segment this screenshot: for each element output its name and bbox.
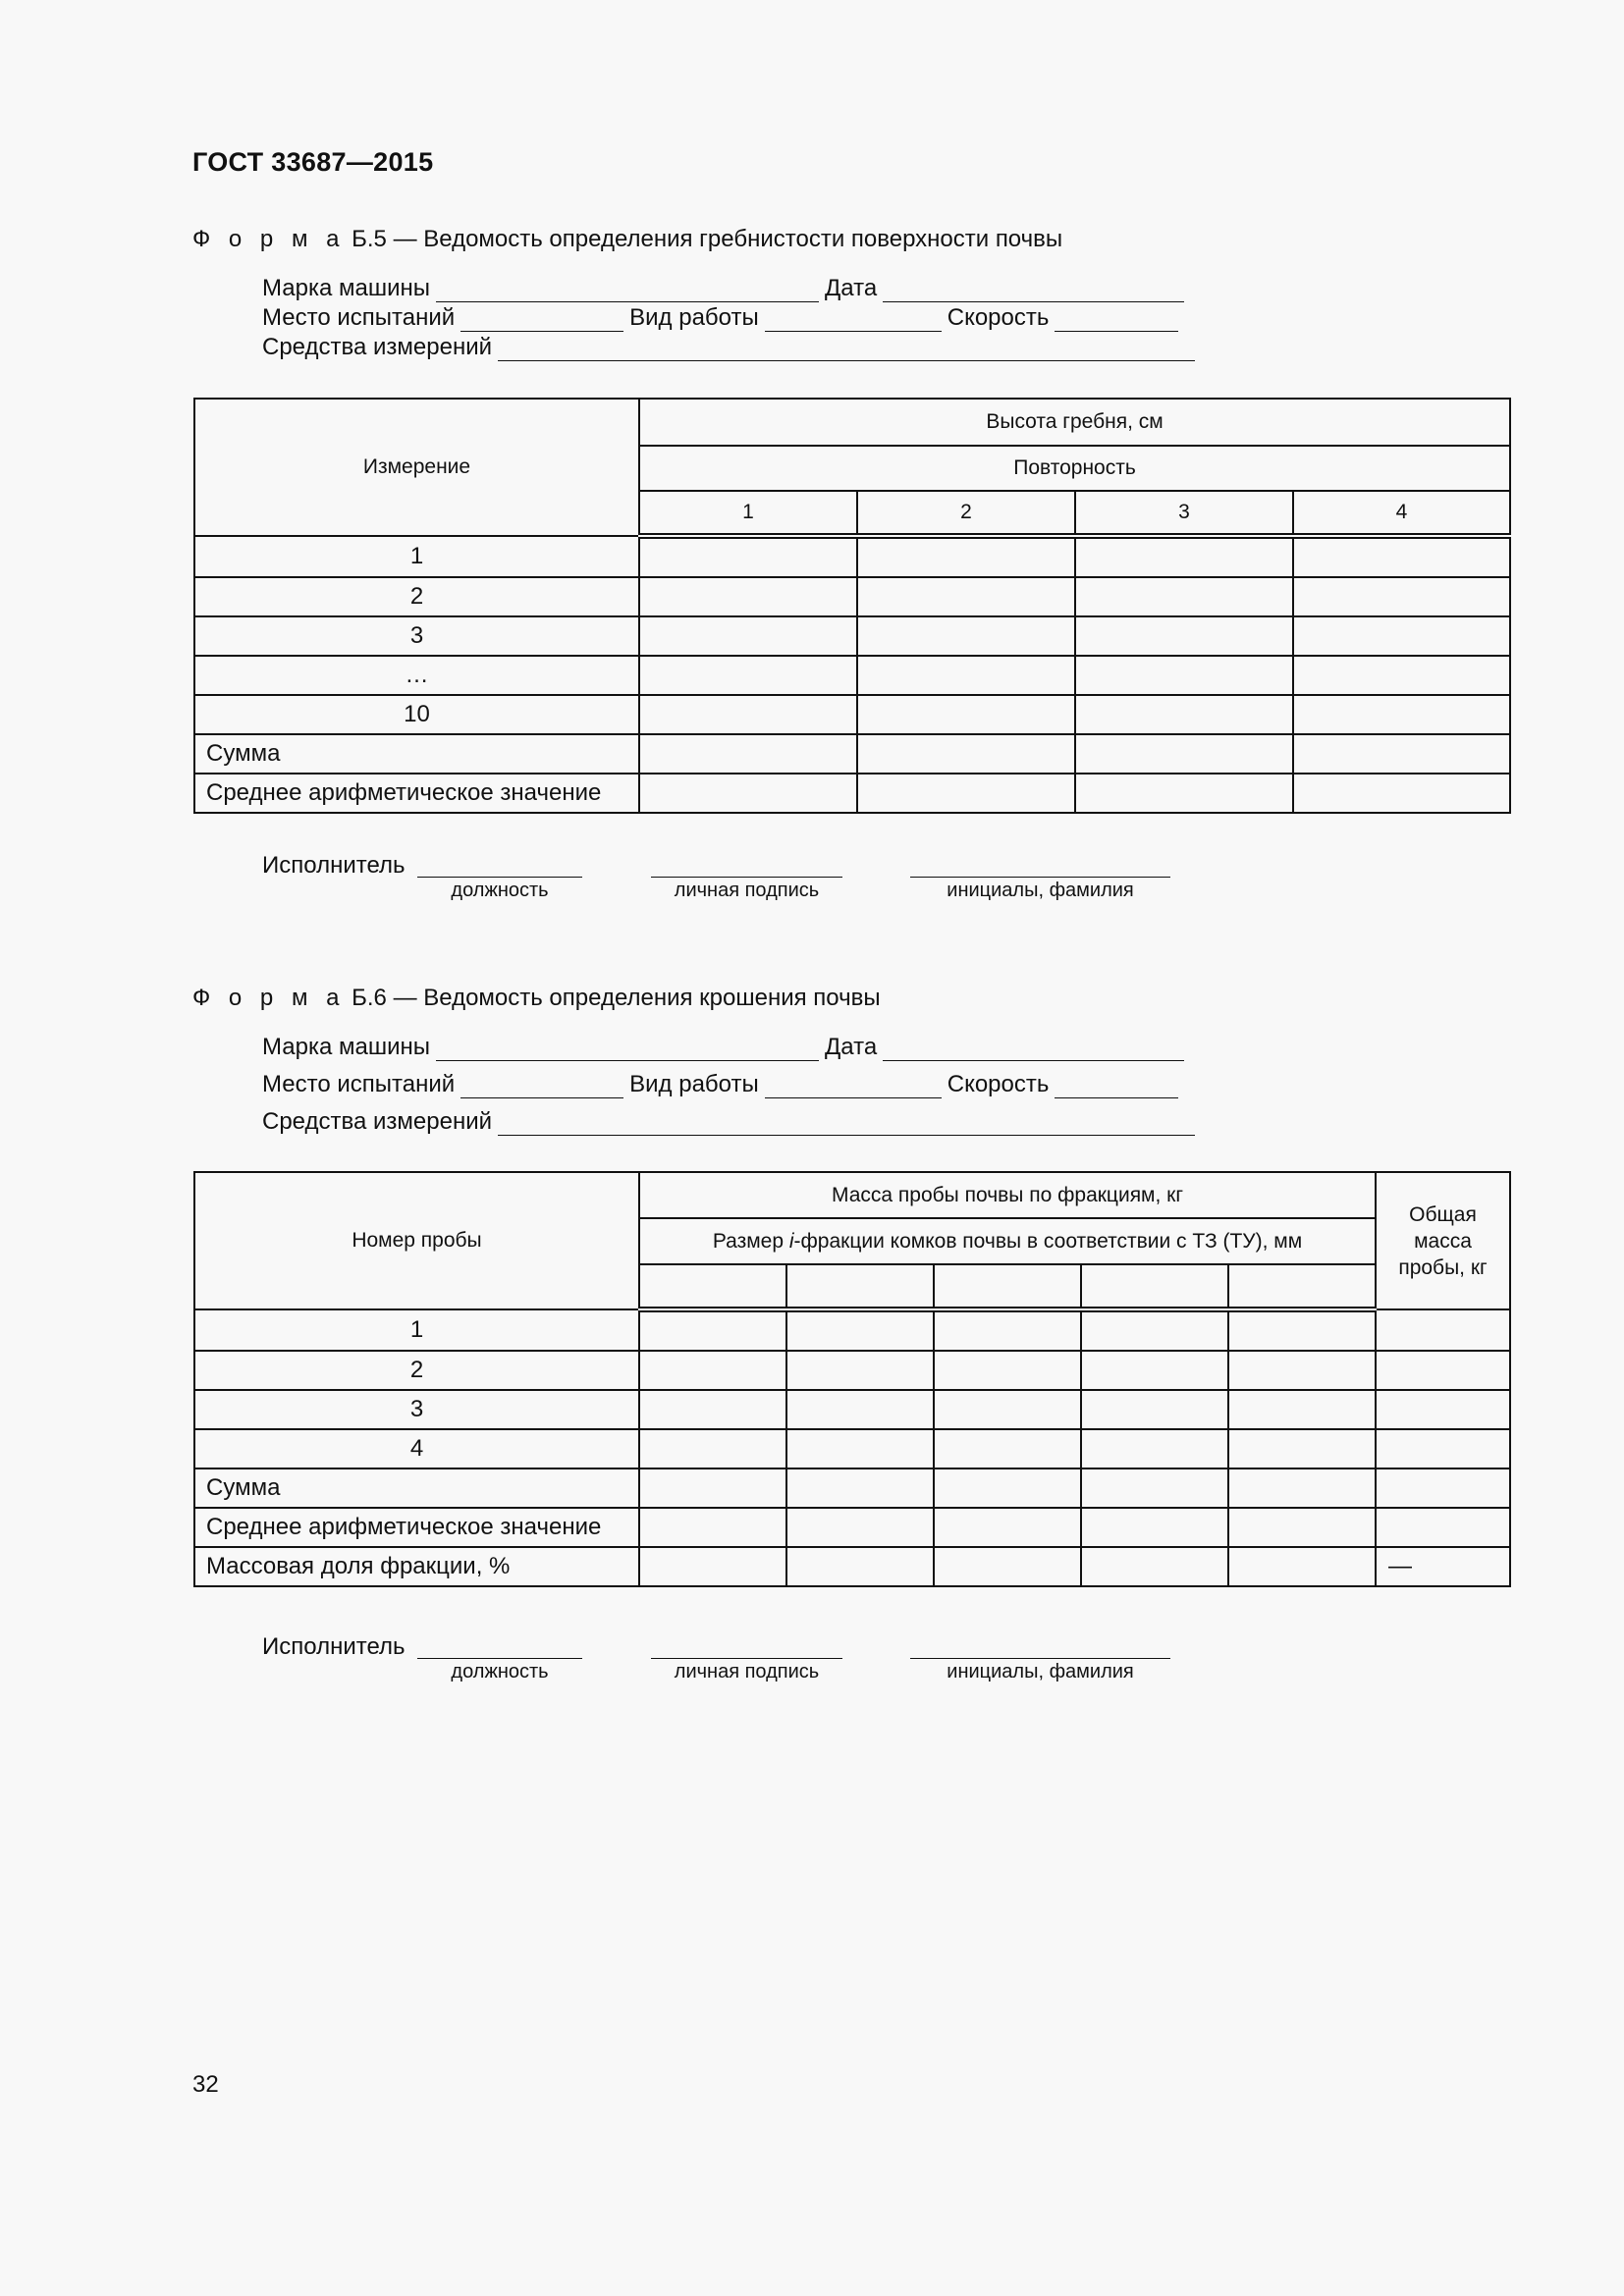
machine-brand-label: Марка машины <box>262 1034 431 1060</box>
value-cell[interactable] <box>857 577 1075 616</box>
speed-field[interactable] <box>1055 1076 1178 1098</box>
form-b5-line-machine <box>262 275 1205 302</box>
value-cell[interactable] <box>639 1468 786 1508</box>
form-b6-title-prefix: Ф о р м а <box>192 985 346 1011</box>
total-mass-header-line1: Общая <box>1409 1202 1477 1226</box>
sum-label: Сумма <box>194 734 639 774</box>
value-cell[interactable] <box>1228 1468 1376 1508</box>
date-label: Дата <box>825 1034 878 1060</box>
measuring-means-label: Средства измерений <box>262 1108 493 1135</box>
total-cell[interactable] <box>1376 1390 1510 1429</box>
initials-surname-caption: инициалы, фамилия <box>947 880 1134 901</box>
value-cell[interactable] <box>934 1468 1081 1508</box>
value-cell[interactable] <box>934 1309 1081 1351</box>
value-cell[interactable] <box>1228 1351 1376 1390</box>
value-cell[interactable] <box>1081 1390 1228 1429</box>
repetition-2-header: 2 <box>857 491 1075 536</box>
machine-brand-label: Марка машины <box>262 275 431 301</box>
value-cell[interactable] <box>639 536 857 577</box>
value-cell[interactable] <box>1228 1547 1376 1586</box>
test-place-label: Место испытаний <box>262 1071 456 1097</box>
date-label: Дата <box>825 275 878 301</box>
repetition-3-header: 3 <box>1075 491 1293 536</box>
table-row <box>194 695 1510 734</box>
value-cell[interactable] <box>1293 536 1510 577</box>
value-cell[interactable] <box>639 1547 786 1586</box>
value-cell[interactable] <box>1293 774 1510 813</box>
fraction-size-text-post: -фракции комков почвы в соответствии с ТЗ (ТУ), мм <box>793 1229 1303 1253</box>
fraction-index-italic: i <box>788 1229 794 1253</box>
table-row <box>194 616 1510 656</box>
total-mass-header <box>1376 1172 1510 1309</box>
test-place-field[interactable] <box>460 309 623 332</box>
form-b6-title <box>192 985 881 1012</box>
value-cell[interactable] <box>639 1309 786 1351</box>
value-cell[interactable] <box>639 616 857 656</box>
form-b6-line-place <box>262 1071 1205 1098</box>
value-cell[interactable] <box>639 1390 786 1429</box>
value-cell[interactable] <box>1075 656 1293 695</box>
fraction-size-cell[interactable] <box>1228 1264 1376 1309</box>
position-caption: должность <box>451 1661 549 1682</box>
table-row <box>194 1351 1510 1390</box>
value-cell[interactable] <box>1075 536 1293 577</box>
page-number: 32 <box>192 2071 219 2098</box>
table-row <box>194 577 1510 616</box>
executor-label: Исполнитель <box>262 1633 406 1660</box>
mean-row <box>194 774 1510 813</box>
fraction-size-text-pre: Размер <box>712 1229 789 1253</box>
value-cell[interactable] <box>857 656 1075 695</box>
value-cell[interactable] <box>639 734 857 774</box>
value-cell[interactable] <box>786 1508 934 1547</box>
form-b6-title-text: Б.6 — Ведомость определения крошения почвы <box>345 985 881 1011</box>
value-cell[interactable] <box>934 1547 1081 1586</box>
value-cell[interactable] <box>786 1429 934 1468</box>
personal-signature-slot[interactable] <box>651 1658 842 1682</box>
measuring-means-label: Средства измерений <box>262 334 493 360</box>
value-cell[interactable] <box>1293 656 1510 695</box>
form-b5-title <box>192 226 1062 253</box>
value-cell[interactable] <box>1081 1309 1228 1351</box>
value-cell[interactable] <box>857 774 1075 813</box>
total-cell[interactable] <box>1376 1508 1510 1547</box>
personal-signature-caption: личная подпись <box>674 880 820 901</box>
fraction-size-cell[interactable] <box>786 1264 934 1309</box>
repetition-1-header: 1 <box>639 491 857 536</box>
value-cell[interactable] <box>639 1508 786 1547</box>
value-cell[interactable] <box>786 1547 934 1586</box>
value-cell[interactable] <box>1081 1351 1228 1390</box>
fraction-size-cell[interactable] <box>1081 1264 1228 1309</box>
machine-brand-field[interactable] <box>436 280 819 302</box>
value-cell[interactable] <box>639 1429 786 1468</box>
value-cell[interactable] <box>934 1429 1081 1468</box>
value-cell[interactable] <box>639 774 857 813</box>
initials-surname-caption: инициалы, фамилия <box>947 1661 1134 1682</box>
sum-row <box>194 1468 1510 1508</box>
total-mass-header-line3: пробы, кг <box>1398 1255 1488 1279</box>
form-b5-line-means <box>262 334 1205 361</box>
row-label: 10 <box>194 695 639 734</box>
value-cell[interactable] <box>1081 1429 1228 1468</box>
value-cell[interactable] <box>934 1390 1081 1429</box>
work-type-label: Вид работы <box>629 304 759 331</box>
table-row <box>194 1390 1510 1429</box>
value-cell[interactable] <box>1293 734 1510 774</box>
value-cell[interactable] <box>1075 774 1293 813</box>
value-cell[interactable] <box>1075 616 1293 656</box>
sample-mass-header: Масса пробы почвы по фракциям, кг <box>639 1172 1376 1218</box>
form-b5-title-text: Б.5 — Ведомость определения гребнистости поверхности почвы <box>345 226 1063 252</box>
value-cell[interactable] <box>1075 734 1293 774</box>
row-label: 4 <box>194 1429 639 1468</box>
initials-surname-slot[interactable] <box>910 877 1170 901</box>
repetition-header: Повторность <box>639 446 1510 491</box>
work-type-field[interactable] <box>765 309 942 332</box>
mean-row <box>194 1508 1510 1547</box>
form-b6-line-means <box>262 1108 1205 1136</box>
personal-signature-caption: личная подпись <box>674 1661 820 1682</box>
fraction-size-cell[interactable] <box>639 1264 786 1309</box>
personal-signature-slot[interactable] <box>651 877 842 901</box>
form-b5-line-place <box>262 304 1205 332</box>
value-cell[interactable] <box>786 1468 934 1508</box>
work-type-field[interactable] <box>765 1076 942 1098</box>
executor-label: Исполнитель <box>262 852 406 879</box>
value-cell[interactable] <box>786 1351 934 1390</box>
value-cell[interactable] <box>1081 1468 1228 1508</box>
value-cell[interactable] <box>639 695 857 734</box>
position-slot[interactable] <box>417 1658 582 1682</box>
initials-surname-slot[interactable] <box>910 1658 1170 1682</box>
row-label: 1 <box>194 536 639 577</box>
value-cell[interactable] <box>857 616 1075 656</box>
value-cell[interactable] <box>639 577 857 616</box>
row-label: 2 <box>194 577 639 616</box>
document-code: ГОСТ 33687—2015 <box>192 147 434 177</box>
ridge-height-header: Высота гребня, см <box>639 399 1510 446</box>
row-label: 3 <box>194 616 639 656</box>
total-cell[interactable] <box>1376 1429 1510 1468</box>
form-b5-table <box>193 398 1511 814</box>
work-type-label: Вид работы <box>629 1071 759 1097</box>
value-cell[interactable] <box>1081 1508 1228 1547</box>
table-row <box>194 656 1510 695</box>
measuring-means-field[interactable] <box>498 1113 1195 1136</box>
sum-row <box>194 734 1510 774</box>
value-cell[interactable] <box>786 1390 934 1429</box>
table-row <box>194 536 1510 577</box>
total-cell[interactable] <box>1376 1309 1510 1351</box>
date-field[interactable] <box>883 1039 1184 1061</box>
value-cell[interactable] <box>1075 695 1293 734</box>
row-label: … <box>194 656 639 695</box>
value-cell[interactable] <box>1228 1429 1376 1468</box>
mean-label: Среднее арифметическое значение <box>194 1508 639 1547</box>
value-cell[interactable] <box>857 734 1075 774</box>
value-cell[interactable] <box>1228 1508 1376 1547</box>
position-slot[interactable] <box>417 877 582 901</box>
form-b6-table <box>193 1171 1511 1587</box>
form-b5-title-prefix: Ф о р м а <box>192 226 346 252</box>
value-cell[interactable] <box>1228 1309 1376 1351</box>
fraction-size-cell[interactable] <box>934 1264 1081 1309</box>
total-mass-header-line2: масса <box>1414 1229 1472 1253</box>
value-cell[interactable] <box>1075 577 1293 616</box>
sample-number-column-header: Номер пробы <box>194 1172 639 1309</box>
speed-field[interactable] <box>1055 309 1178 332</box>
measurement-column-header: Измерение <box>194 399 639 536</box>
mass-fraction-total-dash: — <box>1376 1547 1510 1586</box>
total-cell[interactable] <box>1376 1351 1510 1390</box>
value-cell[interactable] <box>857 695 1075 734</box>
form-b5-signature <box>262 852 1205 911</box>
value-cell[interactable] <box>1293 695 1510 734</box>
form-b6-line-machine <box>262 1034 1205 1061</box>
form-b6-signature <box>262 1633 1205 1692</box>
row-label: 3 <box>194 1390 639 1429</box>
fraction-size-header <box>639 1218 1376 1264</box>
sum-label: Сумма <box>194 1468 639 1508</box>
row-label: 2 <box>194 1351 639 1390</box>
value-cell[interactable] <box>1081 1547 1228 1586</box>
speed-label: Скорость <box>947 1071 1050 1097</box>
table-row <box>194 1309 1510 1351</box>
speed-label: Скорость <box>947 304 1050 331</box>
date-field[interactable] <box>883 280 1184 302</box>
row-label: 1 <box>194 1309 639 1351</box>
mass-fraction-label: Массовая доля фракции, % <box>194 1547 639 1586</box>
value-cell[interactable] <box>857 536 1075 577</box>
total-cell[interactable] <box>1376 1468 1510 1508</box>
value-cell[interactable] <box>639 656 857 695</box>
table-row <box>194 1429 1510 1468</box>
value-cell[interactable] <box>1293 577 1510 616</box>
test-place-field[interactable] <box>460 1076 623 1098</box>
repetition-4-header: 4 <box>1293 491 1510 536</box>
machine-brand-field[interactable] <box>436 1039 819 1061</box>
value-cell[interactable] <box>786 1309 934 1351</box>
mean-label: Среднее арифметическое значение <box>194 774 639 813</box>
value-cell[interactable] <box>1228 1390 1376 1429</box>
test-place-label: Место испытаний <box>262 304 456 331</box>
value-cell[interactable] <box>639 1351 786 1390</box>
value-cell[interactable] <box>1293 616 1510 656</box>
value-cell[interactable] <box>934 1508 1081 1547</box>
position-caption: должность <box>451 880 549 901</box>
measuring-means-field[interactable] <box>498 339 1195 361</box>
value-cell[interactable] <box>934 1351 1081 1390</box>
mass-fraction-row <box>194 1547 1510 1586</box>
